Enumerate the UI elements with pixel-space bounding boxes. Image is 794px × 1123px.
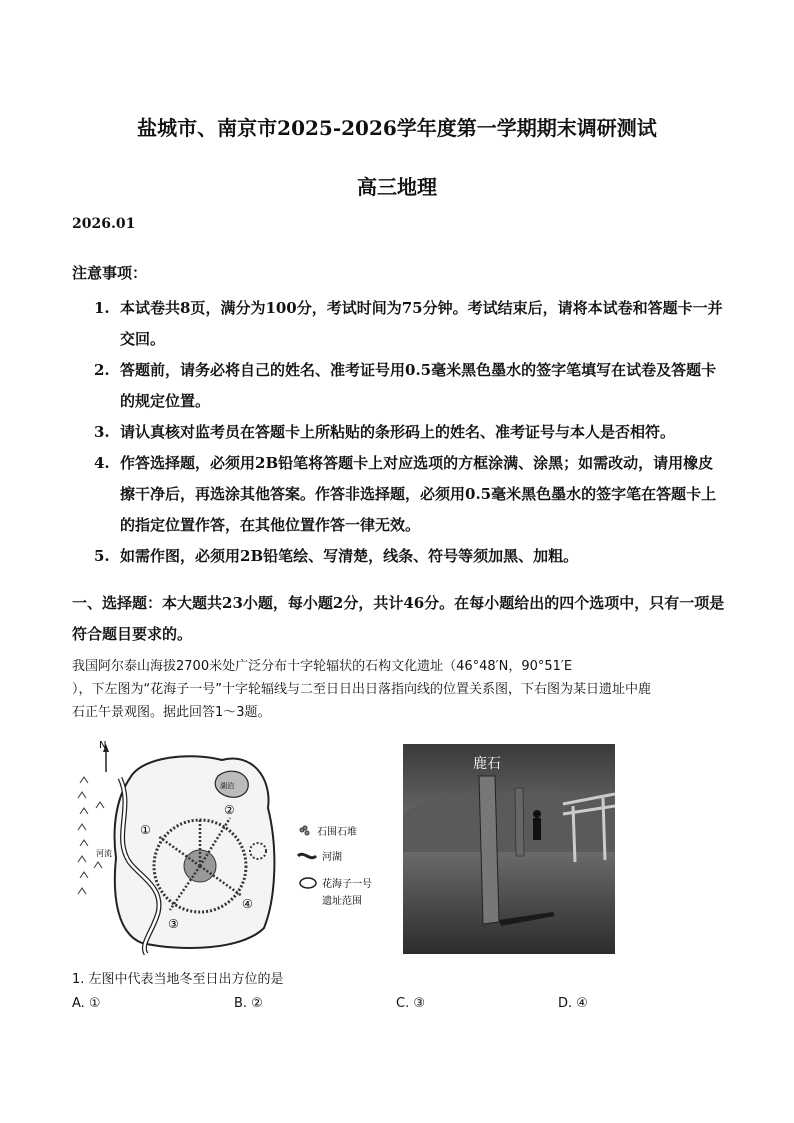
north-label: N: [99, 740, 107, 751]
notice-item-number: 4.: [94, 454, 110, 472]
deer-stone-shape: [479, 776, 499, 924]
notice-item-text: 请认真核对监考员在答题卡上所粘贴的条形码上的姓名、准考证号与本人是否相符。: [120, 423, 676, 441]
marker-2: ②: [224, 803, 235, 817]
deer-stone-photo-drawing: [403, 744, 615, 954]
notice-item-text: 本试卷共8页，满分为100分，考试时间为75分钟。考试结束后，请将本试卷和答题卡一并交回。: [120, 299, 723, 348]
legend-stones-icon: [300, 826, 309, 835]
notice-list: [94, 293, 724, 572]
notice-item: [94, 448, 724, 541]
legend-site-icon: [300, 878, 316, 888]
legend-site-label-1: 花海子一号: [322, 879, 372, 890]
legend-site-label-2: 遗址范围: [322, 896, 362, 907]
notice-item-text: 答题前，请务必将自己的姓名、准考证号用0.5毫米黑色墨水的签字笔填写在试卷及答题卡的规定位置。: [120, 361, 717, 410]
option-b[interactable]: B. ②: [234, 996, 263, 1011]
notice-heading: 注意事项：: [72, 264, 148, 282]
site-map-drawing: [72, 738, 382, 956]
legend-stones-label: 石围石堆: [317, 827, 357, 838]
notice-item: [94, 293, 724, 355]
river-label-1: 河流: [96, 849, 112, 858]
notice-item: [94, 355, 724, 417]
lake-label: 湖泊: [220, 782, 234, 790]
deer-stone-photo: [403, 744, 615, 954]
notice-item-text: 如需作图，必须用2B铅笔绘、写清楚，线条、符号等须加黑、加粗。: [120, 547, 579, 565]
person-body: [533, 818, 541, 840]
exam-title: 盐城市、南京市2025-2026学年度第一学期期末调研测试: [137, 116, 657, 140]
notice-item-text: 作答选择题，必须用2B铅笔将答题卡上对应选项的方框涂满、涂黑；如需改动，请用橡皮擦干净后，再选涂其他答案。作答非选择题，必须用0.5毫米黑色墨水的签字笔在答题卡上的指定位置作答，在其他位置作答一律无效。: [120, 454, 717, 534]
marker-4: ④: [242, 897, 253, 911]
photo-ground: [403, 852, 615, 954]
option-d[interactable]: D. ④: [558, 996, 588, 1011]
notice-item: [94, 417, 724, 448]
question-passage: [72, 655, 732, 724]
exam-subject: 高三地理: [357, 175, 437, 199]
notice-item-number: 5.: [94, 547, 110, 565]
option-a[interactable]: A. ①: [72, 996, 101, 1011]
passage-line: ），下左图为“花海子一号”十字轮辐线与二至日日出日落指向线的位置关系图，下右图为某日遗址中鹿: [72, 682, 651, 697]
notice-item-number: 3.: [94, 423, 110, 441]
question-1-stem: 1. 左图中代表当地冬至日出方位的是: [72, 972, 284, 987]
passage-line: 我国阿尔泰山海拔2700米处广泛分布十字轮辐状的石构文化遗址（46°48′N，90°51′E: [72, 659, 573, 674]
notice-item-number: 2.: [94, 361, 110, 379]
legend-river-label: 河湖: [322, 852, 342, 863]
person-head: [533, 810, 541, 818]
second-stone-shape: [515, 788, 524, 856]
deer-stone-label: 鹿石: [473, 756, 501, 772]
legend-river-icon: [298, 854, 316, 857]
marker-1: ①: [140, 823, 151, 837]
exam-date: 2026.01: [72, 216, 136, 232]
mountain-symbols-icon: [78, 777, 104, 894]
passage-line: 石正午景观图。据此回答1～3题。: [72, 705, 271, 720]
site-map-figure: [72, 738, 382, 956]
option-c[interactable]: C. ③: [396, 996, 425, 1011]
notice-item-number: 1.: [94, 299, 110, 317]
notice-item: [94, 541, 724, 572]
marker-3: ③: [168, 917, 179, 931]
map-legend: [298, 825, 372, 907]
section-heading: 一、选择题：本大题共23小题，每小题2分，共计46分。在每小题给出的四个选项中，只有一项是符合题目要求的。: [72, 594, 725, 643]
